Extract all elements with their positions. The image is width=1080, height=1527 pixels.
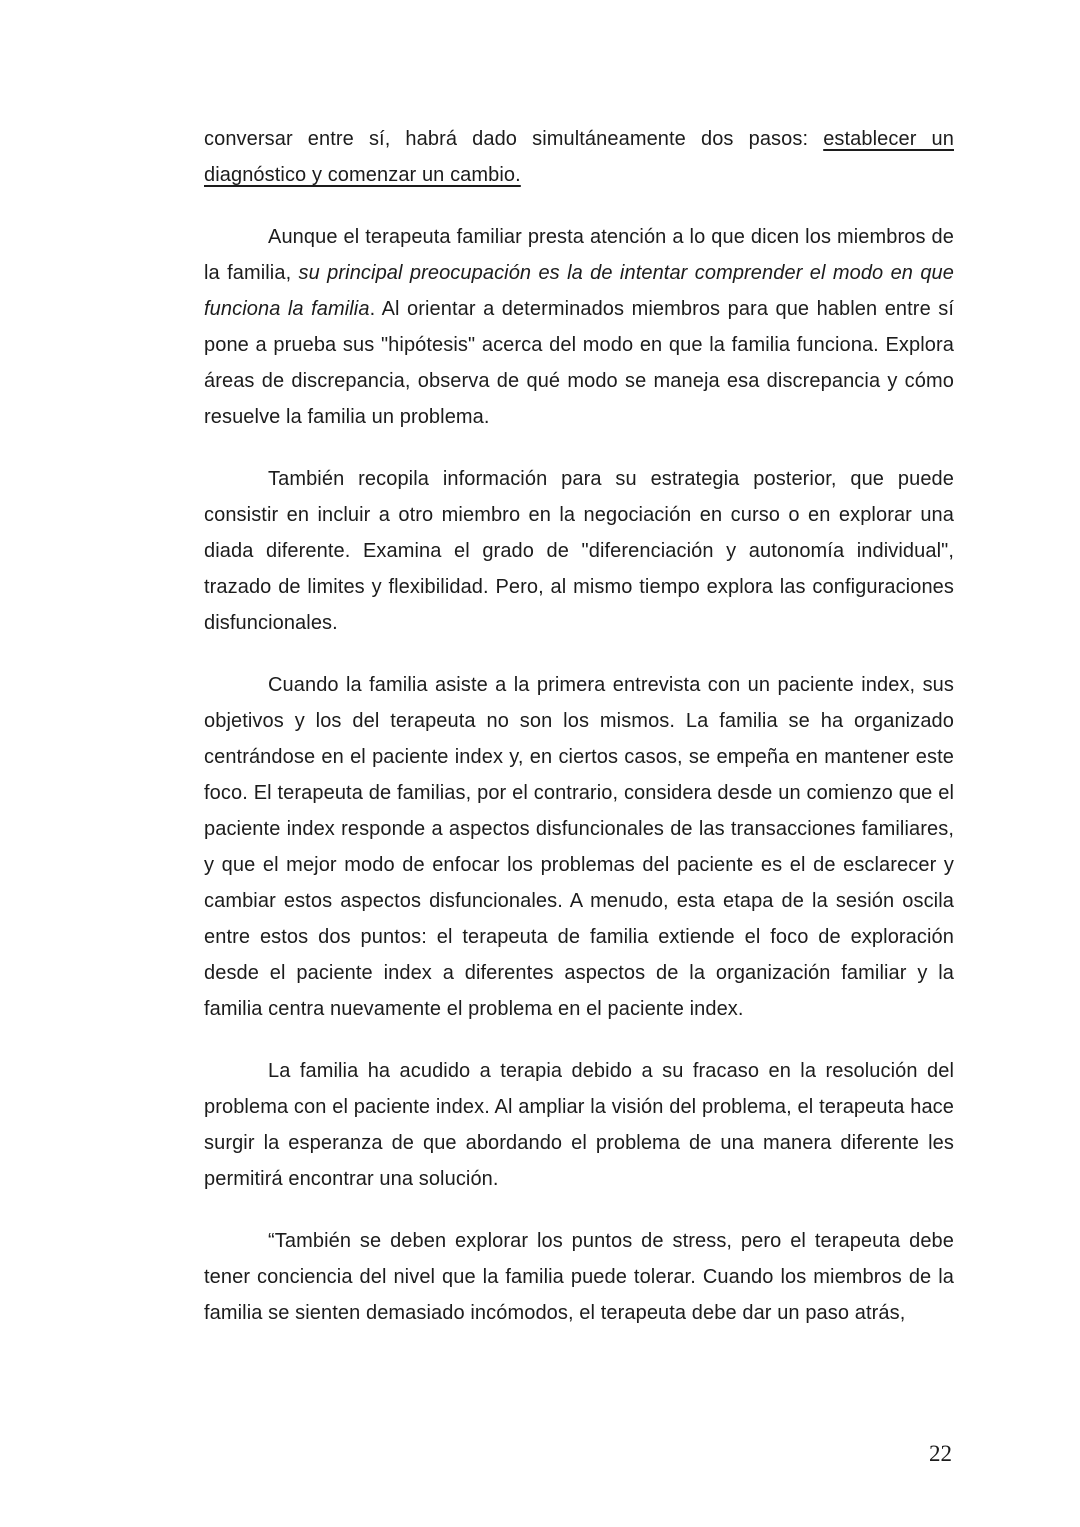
paragraph — [204, 461, 954, 641]
page-number: 22 — [929, 1441, 952, 1466]
paragraph — [204, 121, 954, 193]
text-run-normal: Cuando la familia asiste a la primera entrevista con un paciente index, sus objetivos y los del terapeuta no son los mismos. La familia se ha organizado centrándose en el paciente index y, en ciertos casos, se empeña en mantener este foco. El terapeuta de familias, por el contrario, considera desde un comienzo que el paciente index responde a aspectos disfuncionales de las transacciones familiares, y que el mejor modo de enfocar los problemas del paciente es el de esclarecer y cambiar estos aspectos disfuncionales. A menudo, esta etapa de la sesión oscila entre estos dos puntos: el terapeuta de familia extiende el foco de exploración desde el paciente index a diferentes aspectos de la organización familiar y la familia centra nuevamente el problema en el paciente index. — [204, 674, 954, 1020]
paragraph — [204, 219, 954, 435]
text-run-normal: conversar entre sí, habrá dado simultáneamente dos pasos: — [204, 128, 824, 150]
text-run-italic: su principal preocupación es la de intentar comprender el modo en que funciona la familia — [204, 262, 955, 320]
text-run-normal: “También se deben explorar los puntos de stress, pero el terapeuta debe tener conciencia del nivel que la familia puede tolerar. Cuando los miembros de la familia se sienten demasiado incómodos, el terapeuta debe dar un paso atrás, — [204, 1230, 954, 1324]
paragraph — [204, 667, 954, 1027]
text-run-underline: establecer un diagnóstico y comenzar un cambio. — [204, 128, 954, 186]
paragraph — [204, 1053, 954, 1197]
text-run-normal: Aunque el terapeuta familiar presta atención a lo que dicen los miembros de la familia, — [204, 226, 954, 284]
document-body — [204, 121, 954, 1357]
text-run-normal: También recopila información para su estrategia posterior, que puede consistir en incluir a otro miembro en la negociación en curso o en explorar una diada diferente. Examina el grado de "diferenciación y autonomía individual", trazado de limites y flexibilidad. Pero, al mismo tiempo explora las configuraciones disfuncionales. — [204, 468, 954, 634]
paragraph — [204, 1223, 954, 1331]
text-run-normal: . Al orientar a determinados miembros para que hablen entre sí pone a prueba sus "hipótesis" acerca del modo en que la familia funciona. Explora áreas de discrepancia, observa de qué modo se maneja esa discrepancia y cómo resuelve la familia un problema. — [204, 298, 954, 428]
text-run-normal: La familia ha acudido a terapia debido a su fracaso en la resolución del problema con el paciente index. Al ampliar la visión del problema, el terapeuta hace surgir la esperanza de que abordando el problema de una manera diferente les permitirá encontrar una solución. — [204, 1060, 954, 1190]
